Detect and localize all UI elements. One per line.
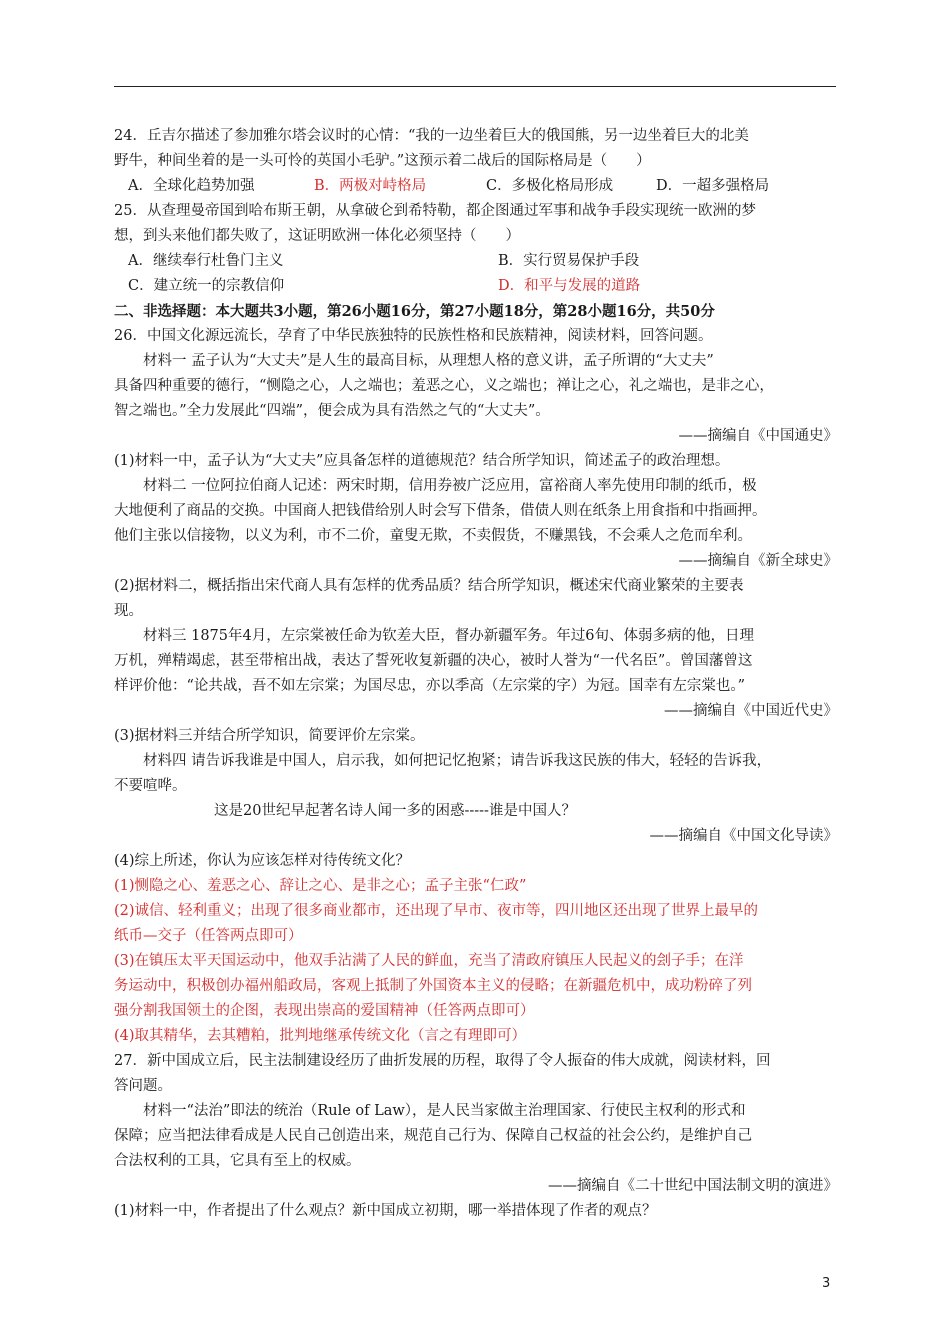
q26-material3-line: 万机，殚精竭虑，甚至带棺出战，表达了誓死收复新疆的决心，被时人誉为“一代名臣”。曾国藩曾这 (114, 653, 753, 669)
q24-option-d: D．一超多强格局 (656, 178, 770, 194)
section-2-heading: 二、非选择题：本大题共3小题，第26小题16分，第27小题18分，第28小题16分，共50分 (114, 303, 715, 320)
q25-line1: 25．从查理曼帝国到哈布斯王朝，从拿破仑到希特勒，都企图通过军事和战争手段实现统一欧洲的梦 (114, 203, 756, 219)
q25-line2: 想，到头来他们都失败了，这证明欧洲一体化必须坚持（ ） (114, 228, 520, 244)
q26-material1-line: 材料一 孟子认为“大丈夫”是人生的最高目标，从理想人格的意义讲，孟子所谓的“大丈夫” (143, 353, 714, 369)
q26-material3-line: 样评价他：“论共战，吾不如左宗棠；为国尽忠，亦以季高（左宗棠的字）为冠。国幸有左宗棠也。” (114, 678, 746, 694)
q26-question2: 现。 (114, 603, 143, 619)
q26-material1-source: ——摘编自《中国通史》 (678, 428, 838, 444)
q26-answer-line: (1)恻隐之心、羞恶之心、辞让之心、是非之心；孟子主张“仁政” (114, 878, 527, 894)
q26-answer-line: (4)取其精华，去其糟粕，批判地继承传统文化（言之有理即可） (114, 1028, 527, 1044)
header-rule (114, 86, 836, 87)
q26-material4-source: ——摘编自《中国文化导读》 (649, 828, 838, 844)
q26-material3-source: ——摘编自《中国近代史》 (664, 703, 838, 719)
q26-material2-line: 他们主张以信接物，以义为利，市不二价，童叟无欺，不卖假货，不赚黑钱，不会乘人之危而牟利。 (114, 528, 752, 544)
q25-option-b: B．实行贸易保护手段 (498, 253, 640, 269)
q26-material4-line: 材料四 请告诉我谁是中国人，启示我，如何把记忆抱紧；请告诉我这民族的伟大，轻轻的告诉我， (143, 753, 772, 769)
q26-material1-line: 智之端也。”全力发展此“四端”，便会成为具有浩然之气的“大丈夫”。 (114, 403, 550, 419)
q27-intro: 27．新中国成立后，民主法制建设经历了曲折发展的历程，取得了令人振奋的伟大成就，阅读材料，回 (114, 1053, 771, 1069)
q25-option-c: C．建立统一的宗教信仰 (128, 278, 285, 294)
q24-option-a: A．全球化趋势加强 (128, 178, 255, 194)
q25-option-d: D．和平与发展的道路 (498, 278, 641, 294)
q26-material4-line: 不要喧哗。 (114, 778, 187, 794)
q26-material4-poem-note: 这是20世纪早起著名诗人闻一多的困惑-----谁是中国人？ (214, 803, 576, 819)
q26-answer-line: (2)诚信、轻利重义；出现了很多商业都市，还出现了早市、夜市等，四川地区还出现了世界上最早的 (114, 903, 759, 919)
q26-answer-line: 务运动中，积极创办福州船政局，客观上抵制了外国资本主义的侵略；在新疆危机中，成功粉碎了列 (114, 978, 752, 994)
q26-material2-line: 大地便利了商品的交换。中国商人把钱借给别人时会写下借条，借债人则在纸条上用食指和中指画押。 (114, 503, 767, 519)
q26-question3: (3)据材料三并结合所学知识，简要评价左宗棠。 (114, 728, 425, 744)
q27-material1-line: 保障；应当把法律看成是人民自己创造出来，规范自己行为、保障自己权益的社会公约，是维护自己 (114, 1128, 752, 1144)
q27-material1-source: ——摘编自《二十世纪中国法制文明的演进》 (548, 1178, 838, 1194)
q24-option-b: B．两极对峙格局 (314, 178, 427, 194)
q27-material1-line: 材料一“法治”即法的统治（Rule of Law），是人民当家做主治理国家、行使民主权利的形式和 (143, 1103, 746, 1119)
page-content (114, 124, 838, 1224)
q26-answer-line: 纸币—交子（任答两点即可） (114, 928, 303, 944)
q26-material1-line: 具备四种重要的德行，“恻隐之心，人之端也；羞恶之心，义之端也；禅让之心，礼之端也，是非之心， (114, 378, 774, 394)
q26-intro: 26．中国文化源远流长，孕育了中华民族独特的民族性格和民族精神，阅读材料，回答问题。 (114, 328, 713, 344)
q25-options-row1 (114, 249, 838, 274)
q27-intro: 答问题。 (114, 1078, 172, 1094)
q26-material2-line: 材料二 一位阿拉伯商人记述：两宋时期，信用券被广泛应用，富裕商人率先使用印制的纸币，极 (143, 478, 757, 494)
q26-question2: (2)据材料二，概括指出宋代商人具有怎样的优秀品质？结合所学知识，概述宋代商业繁荣的主要表 (114, 578, 744, 594)
q27-question1: (1)材料一中，作者提出了什么观点？新中国成立初期，哪一举措体现了作者的观点？ (114, 1203, 657, 1219)
q26-material3-line: 材料三 1875年4月，左宗棠被任命为钦差大臣，督办新疆军务。年过6旬、体弱多病的他，日理 (143, 628, 754, 644)
q25-options-row2 (114, 274, 838, 299)
q26-answer-line: (3)在镇压太平天国运动中，他双手沾满了人民的鲜血，充当了清政府镇压人民起义的刽子手；在洋 (114, 953, 744, 969)
q24-option-c: C．多极化格局形成 (486, 178, 614, 194)
q26-answer-line: 强分割我国领土的企图，表现出崇高的爱国精神（任答两点即可） (114, 1003, 535, 1019)
q24-options (114, 174, 838, 199)
q24-line2: 野牛，种间坐着的是一头可怜的英国小毛驴。”这预示着二战后的国际格局是（ ） (114, 153, 651, 169)
q26-question4: (4)综上所述，你认为应该怎样对待传统文化？ (114, 853, 411, 869)
q26-material2-source: ——摘编自《新全球史》 (678, 553, 838, 569)
q27-material1-line: 合法权利的工具，它具有至上的权威。 (114, 1153, 361, 1169)
q24-line1: 24．丘吉尔描述了参加雅尔塔会议时的心情：“我的一边坐着巨大的俄国熊，另一边坐着巨大的北美 (114, 128, 749, 144)
q26-question1: (1)材料一中，孟子认为“大丈夫”应具备怎样的道德规范？结合所学知识，简述孟子的政治理想。 (114, 453, 730, 469)
q25-option-a: A．继续奉行杜鲁门主义 (128, 253, 284, 269)
page-number: 3 (822, 1276, 831, 1291)
